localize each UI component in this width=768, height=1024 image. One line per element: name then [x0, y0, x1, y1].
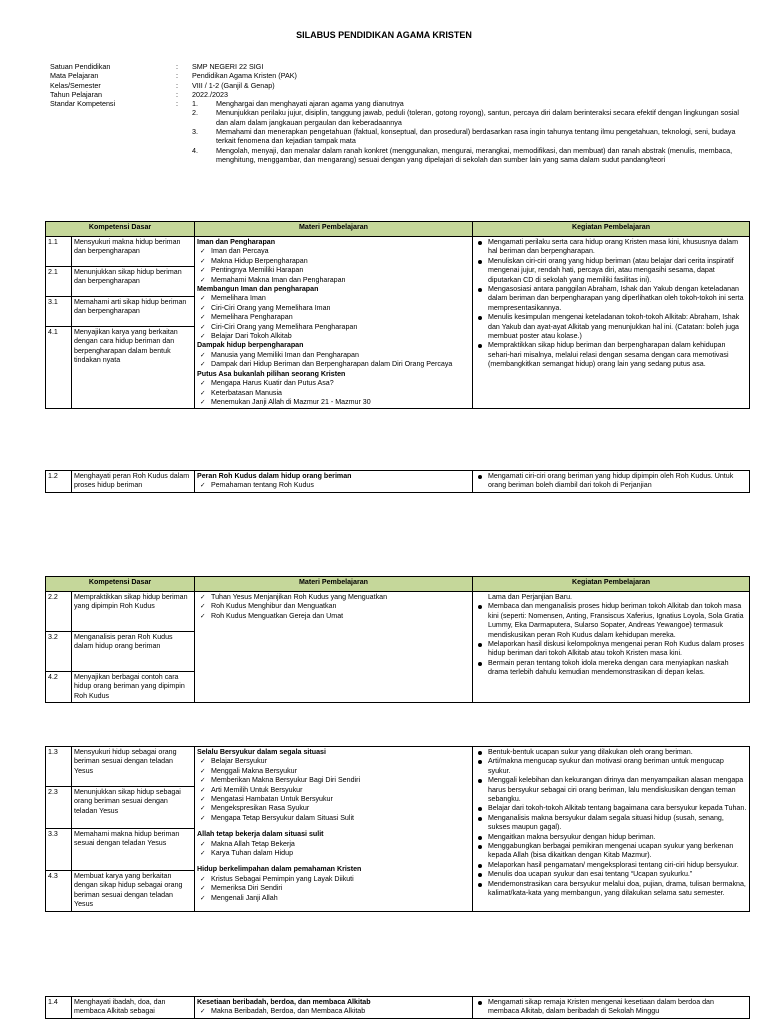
sk-number: 1. [192, 99, 198, 109]
kd-text: Menunjukkan sikap hidup beriman dan berpengharapan [72, 267, 195, 297]
info-row-mapel [50, 71, 750, 80]
sk-item [192, 99, 750, 108]
materi-item: ✓ Makna Hidup Berpengharapan [197, 257, 470, 266]
kegiatan-item: Mengasosiasi antara panggilan Abraham, Ishak dan Yakub dengan keteladanan dalam beriman dan berpengharapan yang diperlihatkan oleh tokoh-tokoh ini serta mempresentasikannya. [475, 285, 747, 313]
materi-heading: Putus Asa bukanlah pilihan seorang Kristen [197, 369, 346, 378]
materi-item: ✓ Ciri-Ciri Orang yang Memelihara Iman [197, 304, 470, 313]
page-title: SILABUS PENDIDIKAN AGAMA KRISTEN [296, 30, 472, 40]
info-value: Pendidikan Agama Kristen (PAK) [192, 71, 297, 81]
materi-item: ✓ Makna Beribadah, Berdoa, dan Membaca Alkitab [197, 1007, 470, 1016]
syllabus-table-1b [45, 470, 750, 493]
info-label: Standar Kompetensi [50, 99, 116, 109]
sk-list [192, 99, 750, 164]
header-materi-pembelajaran: Materi Pembelajaran [195, 577, 473, 592]
info-colon: : [176, 62, 178, 71]
kd-text: Menganalisis peran Roh Kudus dalam hidup orang beriman [72, 632, 195, 672]
materi-item: ✓ Pemahaman tentang Roh Kudus [197, 481, 470, 490]
info-value: SMP NEGERI 22 SIGI [192, 62, 264, 71]
materi-item: ✓ Pentingnya Memiliki Harapan [197, 266, 470, 275]
kegiatan-cell [473, 997, 750, 1019]
syllabus-table-4 [45, 996, 750, 1019]
kegiatan-cell [473, 471, 750, 493]
materi-list [197, 351, 470, 370]
materi-cell [195, 237, 473, 409]
kegiatan-item: Mengamati perilaku serta cara hidup orang Kristen masa kini, khususnya dalam hal beriman dan berpengharapan. [475, 238, 747, 257]
kd-text: Menyajikan berbagai contoh cara hidup orang beriman yang dipimpin Roh Kudus [72, 672, 195, 703]
kd-text: Membuat karya yang berkaitan dengan sikap hidup sebagai orang beriman sesuai dengan teladan Yesus [72, 871, 195, 912]
kegiatan-item: Melaporkan hasil pengamatan/ mengeksplorasi tentang ciri-ciri hidup bersyukur. [475, 861, 747, 870]
kegiatan-list [475, 602, 747, 677]
materi-item: ✓ Manusia yang Memiliki Iman dan Pengharapan [197, 351, 470, 360]
materi-cell [195, 592, 473, 703]
header-kompetensi-dasar: Kompetensi Dasar [46, 222, 195, 237]
materi-heading: Selalu Bersyukur dalam segala situasi [197, 748, 326, 756]
kegiatan-item: Mengamati sikap remaja Kristen mengenai kesetiaan dalam berdoa dan membaca Alkitab, dalam beribadah di Sekolah Minggu [475, 998, 747, 1017]
kegiatan-list [475, 238, 747, 370]
info-colon: : [176, 71, 178, 81]
kegiatan-item: Menulis doa ucapan syukur dan esai tentang “Ucapan syukurku.” [475, 870, 747, 879]
kd-number: 1.4 [46, 997, 72, 1019]
header-kegiatan-pembelajaran: Kegiatan Pembelajaran [473, 577, 750, 592]
kd-text: Memahami arti sikap hidup beriman dan berpengharapan [72, 297, 195, 327]
info-row-satuan [50, 62, 750, 71]
kegiatan-continued: Lama dan Perjanjian Baru. [488, 593, 573, 601]
materi-item: ✓ Belajar Bersyukur [197, 757, 470, 766]
info-row-kelas [50, 81, 750, 90]
materi-item: ✓ Menemukan Janji Allah di Mazmur 21 - Mazmur 30 [197, 398, 470, 407]
kegiatan-item: Membaca dan menganalisis proses hidup beriman tokoh Alkitab dan tokoh masa kini (seperti: Nomensen, Anting, Fransiscus Xaferius, Ignatius Loyola, Sola Gratia Lummy, Eka Darmaputera, Sularso Sopater, Andreas Yewangoe) termasuk mendiskusikan peran Roh Kudus dalam kehidupan mereka. [475, 602, 747, 640]
kd-text: Menghayati ibadah, doa, dan membaca Alkitab sebagai [72, 997, 195, 1019]
kd-text: Menghayati peran Roh Kudus dalam proses hidup beriman [72, 471, 195, 493]
kd-text: Mensyukuri makna hidup beriman dan berpengharapan [72, 237, 195, 267]
materi-heading: Kesetiaan beribadah, berdoa, dan membaca Alkitab [197, 998, 371, 1006]
materi-item: ✓ Belajar Dari Tokoh Alkitab [197, 332, 470, 341]
materi-item: ✓ Memelihara Iman [197, 294, 470, 303]
kd-text: Memahami makna hidup beriman sesuai dengan teladan Yesus [72, 829, 195, 871]
sk-text: Memahami dan menerapkan pengetahuan (faktual, konseptual, dan prosedural) berdasarkan rasa ingin tahunya tentang ilmu pengetahuan, teknologi, seni, budaya terkait fenomena dan kejadian tampak mata [216, 127, 736, 146]
materi-item: ✓ Dampak dari Hidup Beriman dan Berpengharapan dalam Diri Orang Percaya [197, 360, 470, 369]
sk-text: Menunjukkan perilaku jujur, disiplin, tanggung jawab, peduli (toleran, gotong royong), santun, percaya diri dalam berinteraksi secara efektif dengan lingkungan sosial dan alam dalam jangkauan pergaulan dan keberadaannya [216, 108, 740, 127]
syllabus-table-1 [45, 221, 750, 409]
materi-item: ✓ Karya Tuhan dalam Hidup [197, 849, 470, 858]
kd-number: 3.3 [46, 829, 72, 871]
kd-number: 1.1 [46, 237, 72, 267]
kegiatan-cell [473, 747, 750, 912]
materi-item: ✓ Roh Kudus Menguatkan Gereja dan Umat [197, 612, 470, 621]
kegiatan-item: Mendemonstrasikan cara bersyukur melalui doa, pujian, drama, tulisan bermakna, kalimat/kata-kata yang membangun, yang dilakukan selama satu semester. [475, 880, 747, 899]
materi-item: ✓ Ciri-Ciri Orang yang Memelihara Pengharapan [197, 323, 470, 332]
kegiatan-item: Belajar dari tokoh-tokoh Alkitab tentang bagaimana cara bersyukur kepada Tuhan. [475, 804, 747, 813]
kd-text: Menunjukkan sikap hidup sebagai orang beriman sesuai dengan teladan Yesus [72, 787, 195, 829]
sk-number: 4. [192, 145, 198, 155]
materi-item: ✓ Memelihara Pengharapan [197, 313, 470, 322]
kd-number: 1.3 [46, 747, 72, 787]
materi-heading: Membangun Iman dan pengharapan [197, 285, 319, 294]
materi-heading: Dampak hidup berpengharapan [197, 341, 304, 350]
kegiatan-item: Menganalisis makna bersyukur dalam segala situasi hidup (susah, senang, sukses maupun gagal). [475, 814, 747, 833]
kd-text: Mempraktikkan sikap hidup beriman yang dipimpin Roh Kudus [72, 592, 195, 632]
materi-cell [195, 471, 473, 493]
sk-item [192, 146, 750, 165]
kegiatan-cell [473, 237, 750, 409]
kegiatan-item: Menuliskan ciri-ciri orang yang hidup beriman (atau belajar dari cerita inspiratif mengenai jujur, rendah hati, percaya diri, atau mengasihi sesama, dapat diputarkan CD di sekolah yang memiliki fasilitas ini). [475, 257, 747, 285]
info-label: Mata Pelajaran [50, 71, 99, 81]
kegiatan-item: Bermain peran tentang tokoh idola mereka dengan cara menyiapkan naskah drama terlebih dahulu kemudian mendemonstrasikan di depan kelas. [475, 659, 747, 678]
materi-heading: Peran Roh Kudus dalam hidup orang beriman [197, 472, 352, 480]
materi-item: ✓ Menggali Makna Bersyukur [197, 767, 470, 776]
kd-number: 2.3 [46, 787, 72, 829]
kegiatan-item: Arti/makna mengucap syukur dan motivasi orang beriman untuk mengucap syukur. [475, 757, 747, 776]
kegiatan-list [475, 472, 747, 491]
kegiatan-cell [473, 592, 750, 703]
kegiatan-item: Menggali kelebihan dan kekurangan dirinya dan menyampaikan alasan mengapa harus bersyukur sebagai ciri orang beriman, lalu mendiskusikan dengan teman sebangku. [475, 776, 747, 804]
kd-number: 1.2 [46, 471, 72, 493]
materi-cell [195, 747, 473, 912]
header-materi-pembelajaran: Materi Pembelajaran [195, 222, 473, 237]
materi-list [197, 875, 470, 903]
kd-number: 2.2 [46, 592, 72, 632]
materi-list [197, 593, 470, 621]
syllabus-table-2 [45, 576, 750, 703]
materi-list [197, 1007, 470, 1016]
materi-heading: Allah tetap bekerja dalam situasi sulit [197, 830, 324, 839]
materi-list [197, 757, 470, 823]
kd-number: 4.3 [46, 871, 72, 912]
kegiatan-list [475, 748, 747, 899]
identity-block [50, 62, 750, 164]
info-row-tahun [50, 90, 750, 99]
kd-number: 4.2 [46, 672, 72, 703]
kd-number: 2.1 [46, 267, 72, 297]
info-colon: : [176, 80, 178, 90]
kegiatan-list [475, 998, 747, 1017]
sk-item [192, 108, 750, 127]
header-kegiatan-pembelajaran: Kegiatan Pembelajaran [473, 222, 750, 237]
materi-item: ✓ Makna Allah Tetap Bekerja [197, 840, 470, 849]
kd-number: 4.1 [46, 327, 72, 409]
materi-item: ✓ Mengatasi Hambatan Untuk Bersyukur [197, 795, 470, 804]
kegiatan-item: Bentuk-bentuk ucapan sukur yang dilakukan oleh orang beriman. [475, 748, 747, 757]
info-row-standar-kompetensi [50, 99, 750, 164]
materi-item: ✓ Mengekspresikan Rasa Syukur [197, 804, 470, 813]
materi-list [197, 379, 470, 407]
kegiatan-item: Menggabungkan berbagai pemikiran mengenai ucapan syukur yang berkenan kepada Allah (bisa dikaitkan dengan Kitab Mazmur). [475, 842, 747, 861]
materi-cell [195, 997, 473, 1019]
materi-heading: Iman dan Pengharapan [197, 238, 276, 246]
sk-number: 2. [192, 108, 198, 118]
sk-item [192, 127, 750, 146]
materi-item: ✓ Mengenali Janji Allah [197, 894, 470, 903]
kegiatan-item: Mengaitkan makna bersyukur dengan hidup beriman. [475, 833, 747, 842]
info-label: Satuan Pendidikan [50, 62, 111, 71]
info-label: Kelas/Semester [50, 80, 101, 90]
info-label: Tahun Pelajaran [50, 89, 102, 99]
materi-item: ✓ Mengapa Harus Kuatir dan Putus Asa? [197, 379, 470, 388]
sk-number: 3. [192, 127, 198, 137]
kegiatan-item: Mempraktikkan sikap hidup beriman dan berpengharapan dalam kehidupan sehari-hari misalnya, melalui relasi dengan sesama dengan cara memotivasi (membangkitkan semangat hidup) orang lain yang sedang putus asa. [475, 341, 747, 369]
info-value: VIII / 1-2 (Ganjil & Genap) [192, 80, 275, 90]
sk-text: Menghargai dan menghayati ajaran agama yang dianutnya [216, 99, 404, 109]
materi-item: ✓ Memahami Makna Iman dan Pengharapan [197, 276, 470, 285]
kd-number: 3.2 [46, 632, 72, 672]
kegiatan-item: Melaporkan hasil diskusi kelompoknya mengenai peran Roh Kudus dalam proses hidup beriman dari tokoh Alkitab atau tokoh Kristen masa kini. [475, 640, 747, 659]
materi-item: ✓ Roh Kudus Menghibur dan Menguatkan [197, 602, 470, 611]
materi-item: ✓ Kristus Sebagai Pemimpin yang Layak Diikuti [197, 875, 470, 884]
materi-item: ✓ Iman dan Percaya [197, 247, 470, 256]
info-colon: : [176, 99, 178, 109]
materi-item: ✓ Keterbatasan Manusia [197, 389, 470, 398]
header-kompetensi-dasar: Kompetensi Dasar [46, 577, 195, 592]
materi-list [197, 247, 470, 285]
info-value: 2022./2023 [192, 89, 228, 99]
materi-item: ✓ Tuhan Yesus Menjanjikan Roh Kudus yang Menguatkan [197, 593, 470, 602]
kd-text: Mensyukuri hidup sebagai orang beriman sesuai dengan teladan Yesus [72, 747, 195, 787]
kd-number: 3.1 [46, 297, 72, 327]
materi-item: ✓ Memberikan Makna Bersyukur Bagi Diri Sendiri [197, 776, 470, 785]
kd-text: Menyajikan karya yang berkaitan dengan cara hidup beriman dan berpengharapan dalam bentuk tindakan nyata [72, 327, 195, 409]
info-colon: : [176, 89, 178, 99]
materi-item: ✓ Memeriksa Diri Sendiri [197, 884, 470, 893]
sk-text: Mengolah, menyaji, dan menalar dalam ranah konkret (menggunakan, mengurai, merangkai, memodifikasi, dan membuat) dan ranah abstrak (menulis, membaca, menghitung, menggambar, dan mengarang) sesuai dengan yang dipelajari di sekolah dan sumber lain yang sama dalam sudut pandang/teori [216, 145, 733, 164]
materi-item: ✓ Mengapa Tetap Bersyukur dalam Situasi Sulit [197, 814, 470, 823]
materi-heading: Hidup berkelimpahan dalam pemahaman Kristen [197, 865, 362, 874]
kegiatan-item: Menulis kesimpulan mengenai keteladanan tokoh-tokoh Alkitab: Abraham, Ishak dan Yakub dan ayat-ayat Alkitab yang menunjukkan hal ini. (Catatan: boleh juga membuat poster atau kolase.) [475, 313, 747, 341]
materi-item: ✓ Arti Memilih Untuk Bersyukur [197, 786, 470, 795]
kegiatan-item: Mengamati ciri-ciri orang beriman yang hidup dipimpin oleh Roh Kudus. Untuk orang beriman boleh diambil dari tokoh di Perjanjian [475, 472, 747, 491]
materi-list [197, 840, 470, 859]
materi-list [197, 294, 470, 341]
syllabus-table-3 [45, 746, 750, 912]
materi-list [197, 481, 470, 490]
